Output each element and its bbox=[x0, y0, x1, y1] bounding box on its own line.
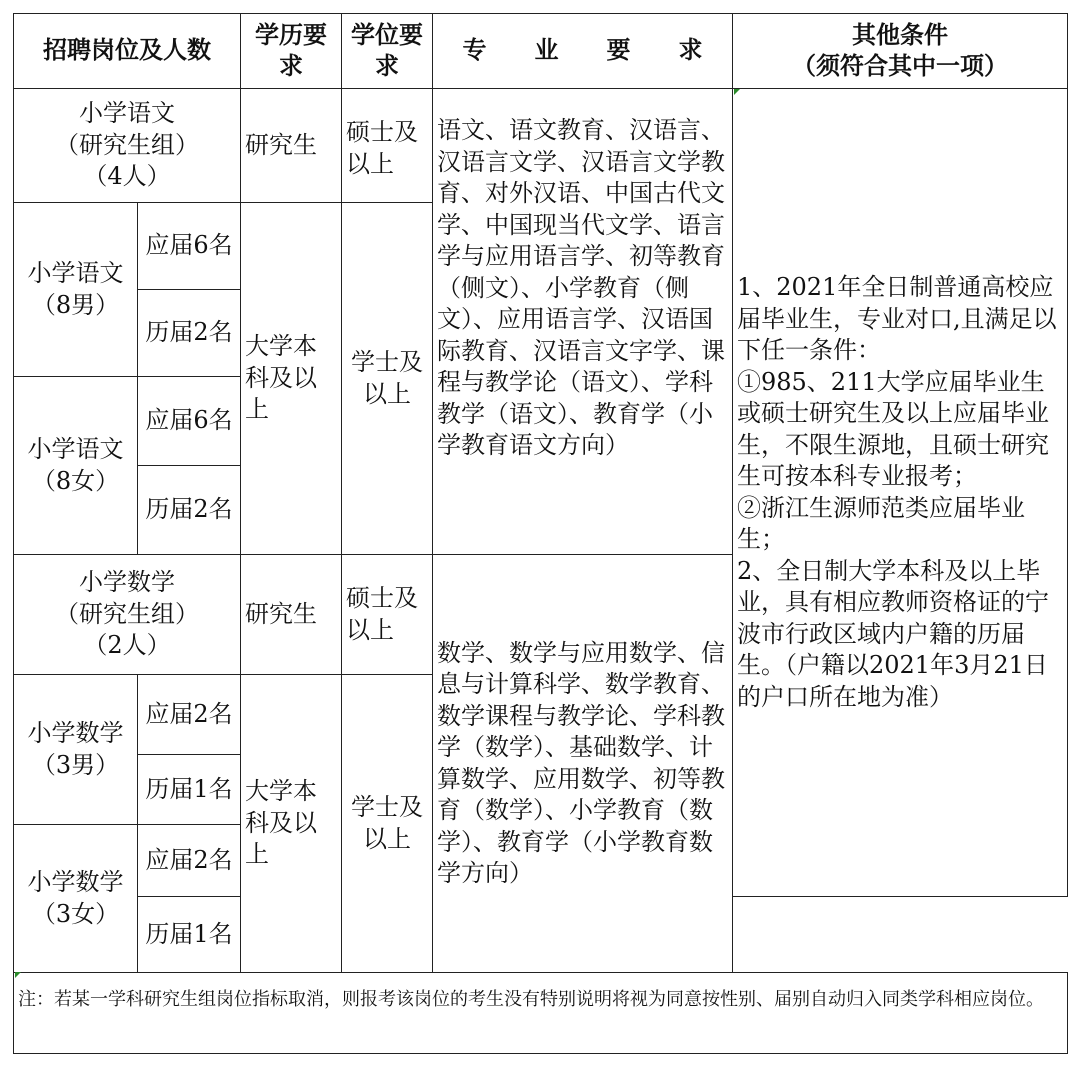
position-title: 小学数学 bbox=[27, 719, 124, 747]
row-chinese-grad bbox=[14, 89, 1068, 203]
quota-chinese-male-fresh: 应届6名 bbox=[138, 203, 241, 290]
cell-corner-marker bbox=[734, 89, 740, 95]
position-title: 小学语文 bbox=[79, 99, 175, 128]
recruitment-table bbox=[13, 13, 1068, 1054]
position-math-female bbox=[14, 825, 138, 973]
position-count: （2人） bbox=[83, 631, 171, 660]
header-other bbox=[733, 14, 1068, 89]
header-position: 招聘岗位及人数 bbox=[14, 14, 241, 89]
position-count: （3男） bbox=[31, 750, 120, 779]
quota-math-male-former: 历届1名 bbox=[138, 755, 241, 825]
position-title: 小学数学 bbox=[79, 568, 175, 597]
position-count: （4人） bbox=[83, 162, 171, 191]
header-major: 专 业 要 求 bbox=[433, 14, 733, 89]
degree-chinese-grad: 硕士及以上 bbox=[342, 89, 433, 203]
education-chinese-undergrad: 大学本科及以上 bbox=[241, 203, 342, 555]
header-other-subtitle: （须符合其中一项） bbox=[792, 52, 1008, 80]
note-row bbox=[14, 973, 1068, 1054]
degree-math-undergrad: 学士及以上 bbox=[342, 675, 433, 973]
position-count: （8女） bbox=[31, 466, 120, 495]
position-chinese-female bbox=[14, 377, 138, 555]
education-chinese-grad: 研究生 bbox=[241, 89, 342, 203]
header-education: 学历要求 bbox=[241, 14, 342, 89]
quota-math-female-former: 历届1名 bbox=[138, 897, 241, 973]
quota-chinese-female-former: 历届2名 bbox=[138, 466, 241, 555]
quota-math-male-fresh: 应届2名 bbox=[138, 675, 241, 755]
position-title: 小学语文 bbox=[27, 435, 124, 463]
condition-1a: ①985、211大学应届毕业生或硕士研究生及以上应届毕业生，不限生源地，且硕士研究生可按本科专业报考； bbox=[737, 367, 1049, 490]
position-count: （8男） bbox=[31, 290, 120, 319]
header-degree: 学位要求 bbox=[342, 14, 433, 89]
position-math-grad bbox=[14, 555, 241, 675]
position-chinese-grad bbox=[14, 89, 241, 203]
header-row bbox=[14, 14, 1068, 89]
degree-math-grad: 硕士及以上 bbox=[342, 555, 433, 675]
major-chinese: 语文、语文教育、汉语言、汉语言文学、汉语言文学教育、对外汉语、中国古代文学、中国现当代文学、语言学与应用语言学、初等教育（侧文）、小学教育（侧文）、应用语言学、汉语国际教育、汉语言文字学、课程与教学论（语文）、学科教学（语文）、教育学（小学教育语文方向） bbox=[433, 89, 733, 555]
position-group: （研究生组） bbox=[55, 130, 199, 159]
major-math: 数学、数学与应用数学、信息与计算科学、数学教育、数学课程与教学论、学科教学（数学）、基础数学、计算数学、应用数学、初等教育（数学）、小学教育（数学）、教育学（小学教育数学方向） bbox=[433, 555, 733, 973]
quota-chinese-male-former: 历届2名 bbox=[138, 290, 241, 377]
condition-1b: ②浙江生源师范类应届毕业生； bbox=[737, 493, 1025, 553]
quota-chinese-female-fresh: 应届6名 bbox=[138, 377, 241, 466]
position-title: 小学数学 bbox=[27, 868, 124, 896]
footnote: 注：若某一学科研究生组岗位指标取消，则报考该岗位的考生没有特别说明将视为同意按性别、届别自动归入同类学科相应岗位。 bbox=[14, 973, 1068, 1054]
other-conditions bbox=[733, 89, 1068, 897]
position-math-male bbox=[14, 675, 138, 825]
degree-chinese-undergrad: 学士及以上 bbox=[342, 203, 433, 555]
position-chinese-male bbox=[14, 203, 138, 377]
quota-math-female-fresh: 应届2名 bbox=[138, 825, 241, 897]
condition-1: 1、2021年全日制普通高校应届毕业生，专业对口,且满足以下任一条件： bbox=[737, 273, 1057, 364]
education-math-grad: 研究生 bbox=[241, 555, 342, 675]
education-math-undergrad: 大学本科及以上 bbox=[241, 675, 342, 973]
condition-2: 2、全日制大学本科及以上毕业，具有相应教师资格证的宁波市行政区域内户籍的历届生。（户籍以2021年3月21日的户口所在地为准） bbox=[737, 556, 1049, 711]
position-group: （研究生组） bbox=[55, 599, 199, 628]
position-title: 小学语文 bbox=[27, 259, 124, 287]
cell-corner-marker bbox=[15, 972, 21, 978]
position-count: （3女） bbox=[31, 899, 120, 928]
header-other-title: 其他条件 bbox=[852, 20, 948, 49]
